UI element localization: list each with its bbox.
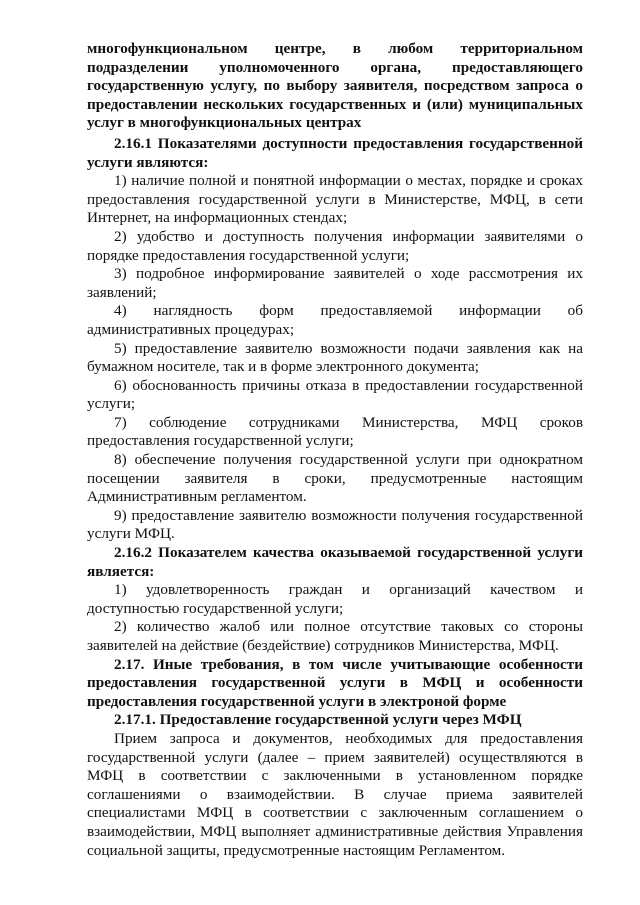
list-item-quality-1: 1) удовлетворенность граждан и организаций качеством и доступностью государственной услуги;: [87, 581, 583, 617]
heading-2-17-1: 2.17.1. Предоставление государственной услуги через МФЦ: [114, 711, 522, 729]
heading-2-16-2: 2.16.2 Показателем качества оказываемой государственной услуги является:: [87, 544, 583, 580]
list-item-accessibility-8: 8) обеспечение получения государственной услуги при однократном посещении заявителя в сроки, предусмотренные настоящим Административным регламентом.: [87, 451, 583, 506]
list-item-accessibility-6: 6) обоснованность причины отказа в предоставлении государственной услуги;: [87, 376, 583, 413]
paragraph-mfc-reception: Прием запроса и документов, необходимых для предоставления государственной услуги (далее – прием заявителей) осуществляются в МФЦ в соответствии с заключенными в установленном порядке соглашениями о взаимодействии. В случае приема заявителей специалистами МФЦ в соответствии с заключенным соглашением о взаимодействии, МФЦ выполняет административные действия Управления социальной защиты, предусмотренные настоящим Регламентом.: [87, 729, 583, 859]
list-item-accessibility-2: 2) удобство и доступность получения информации заявителями о порядке предоставления государственной услуги;: [87, 227, 583, 264]
list-item-accessibility-4: 4) наглядность форм предоставляемой информации об административных процедурах;: [87, 302, 583, 338]
list-item-accessibility-1: 1) наличие полной и понятной информации о местах, порядке и сроках предоставления государственной услуги в Министерстве, МФЦ, в сети Интернет, на информационных стендах;: [87, 172, 583, 227]
heading-2-16-1: 2.16.1 Показателями доступности предоставления государственной услуги являются:: [87, 134, 583, 171]
paragraph-mfc-continuation: многофункциональном центре, в любом территориальном подразделении уполномоченного органа, предоставляющего государственную услугу, по выбору заявителя, посредством запроса о предоставлении нескольких государственных и (или) муниципальных услуг в многофункциональных центрах: [87, 40, 583, 132]
list-item-accessibility-7: 7) соблюдение сотрудниками Министерства, МФЦ сроков предоставления государственной услуги;: [87, 413, 583, 450]
list-item-accessibility-9: 9) предоставление заявителю возможности получения государственной услуги МФЦ.: [87, 506, 583, 543]
list-item-quality-2: 2) количество жалоб или полное отсутствие таковых со стороны заявителей на действие (бездействие) сотрудников Министерства, МФЦ.: [87, 618, 583, 654]
list-item-accessibility-3: 3) подробное информирование заявителей о ходе рассмотрения их заявлений;: [87, 265, 583, 301]
heading-2-17: 2.17. Иные требования, в том числе учитывающие особенности предоставления государственной услуги в МФЦ и особенности предоставления государственной услуги в электроной форме: [87, 655, 583, 710]
list-item-accessibility-5: 5) предоставление заявителю возможности подачи заявления как на бумажном носителе, так и в форме электронного документа;: [87, 339, 583, 376]
